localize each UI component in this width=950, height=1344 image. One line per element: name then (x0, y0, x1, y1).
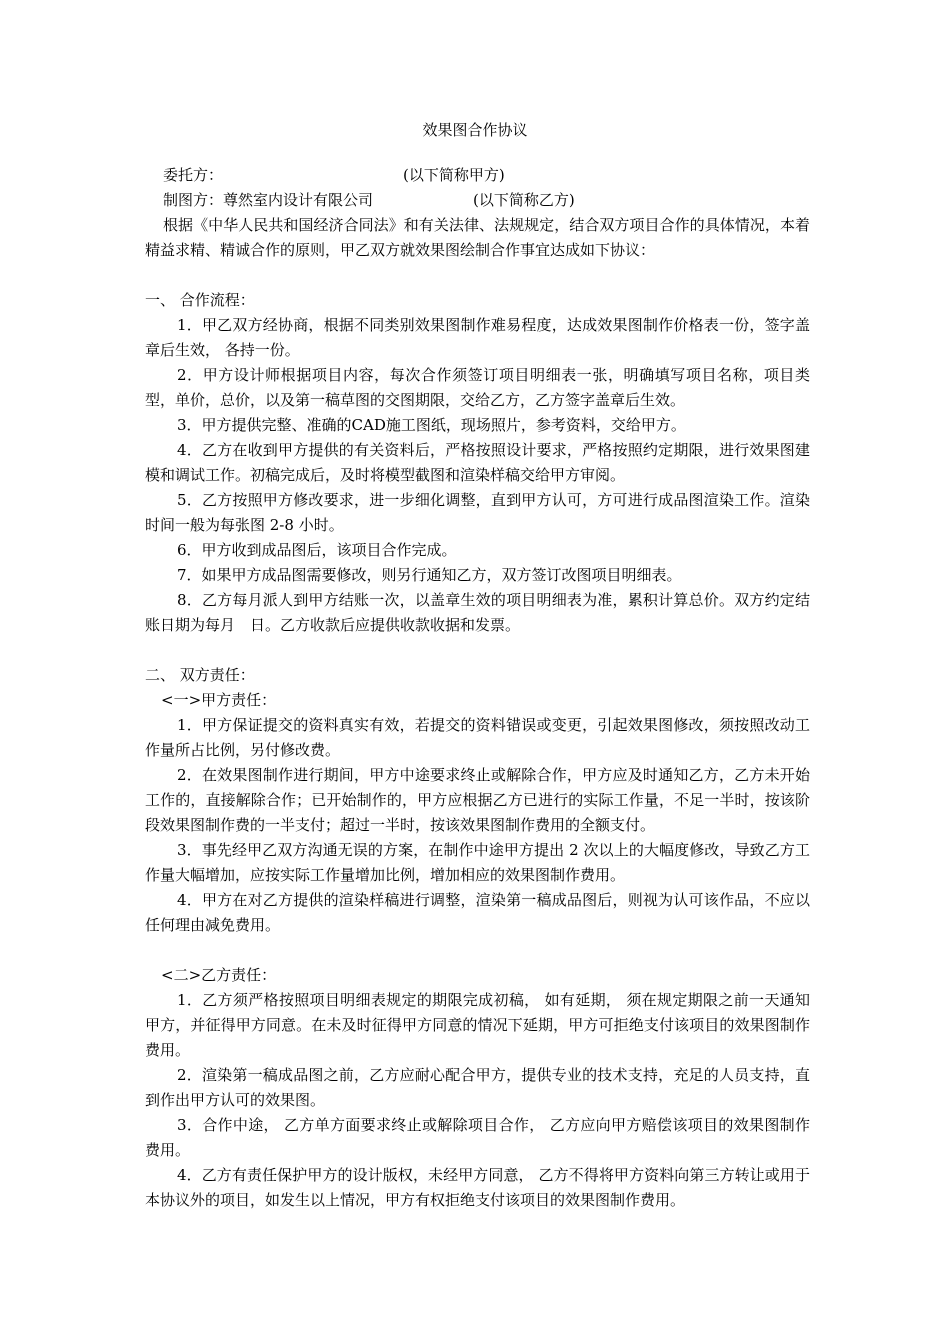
party-b-item: 4．乙方有责任保护甲方的设计版权，未经甲方同意， 乙方不得将甲方资料向第三方转让或用于本协议外的项目，如发生以上情况，甲方有权拒绝支付该项目的效果图制作费用。 (145, 1166, 810, 1209)
section-1-heading: 一、 合作流程： (145, 291, 255, 309)
section-1-item: 6．甲方收到成品图后，该项目合作完成。 (177, 541, 457, 559)
maker-label: 制图方：尊然室内设计有限公司 (163, 191, 374, 209)
section-1-item: 5．乙方按照甲方修改要求，进一步细化调整，直到甲方认可，方可进行成品图渲染工作。渲染时间一般为每张图 2-8 小时。 (145, 491, 810, 534)
client-label: 委托方： (163, 166, 224, 184)
party-b-item: 2．渲染第一稿成品图之前，乙方应耐心配合甲方，提供专业的技术支持，充足的人员支持，直到作出甲方认可的效果图。 (145, 1066, 810, 1109)
spacer (145, 938, 810, 963)
section-1-item: 3．甲方提供完整、准确的CAD施工图纸，现场照片，参考资料，交给甲方。 (177, 416, 686, 434)
section-1-item: 8．乙方每月派人到甲方结账一次，以盖章生效的项目明细表为准，累积计算总价。双方约定结账日期为每月 日。乙方收款后应提供收款收据和发票。 (145, 591, 810, 634)
party-a-item: 4．甲方在对乙方提供的渲染样稿进行调整，渲染第一稿成品图后，则视为认可该作品，不应以任何理由减免费用。 (145, 891, 810, 934)
maker-row (145, 188, 810, 213)
client-note: (以下简称甲方) (403, 166, 505, 184)
party-a-item: 3．事先经甲乙双方沟通无误的方案，在制作中途甲方提出 2 次以上的大幅度修改，导致乙方工作量大幅增加，应按实际工作量增加比例，增加相应的效果图制作费用。 (145, 841, 810, 884)
document-title: 效果图合作协议 (422, 121, 528, 139)
party-a-heading: <一>甲方责任： (161, 691, 277, 709)
intro-paragraph: 根据《中华人民共和国经济合同法》和有关法律、法规规定，结合双方项目合作的具体情况，本着精益求精、精诚合作的原则，甲乙双方就效果图绘制合作事宜达成如下协议： (145, 216, 810, 259)
spacer (145, 263, 810, 288)
party-b-item: 3．合作中途， 乙方单方面要求终止或解除项目合作， 乙方应向甲方赔偿该项目的效果图制作费用。 (145, 1116, 810, 1159)
party-b-heading: <二>乙方责任： (161, 966, 277, 984)
document-body (145, 163, 810, 1213)
party-b-item: 1．乙方须严格按照项目明细表规定的期限完成初稿， 如有延期， 须在规定期限之前一天通知甲方，并征得甲方同意。在未及时征得甲方同意的情况下延期，甲方可拒绝支付该项目的效果图制作费用。 (145, 991, 810, 1059)
maker-note: (以下简称乙方) (473, 191, 575, 209)
party-a-item: 1．甲方保证提交的资料真实有效，若提交的资料错误或变更，引起效果图修改，须按照改动工作量所占比例，另付修改费。 (145, 716, 810, 759)
section-1-item: 2．甲方设计师根据项目内容，每次合作须签订项目明细表一张，明确填写项目名称，项目类型，单价，总价，以及第一稿草图的交图期限，交给乙方，乙方签字盖章后生效。 (145, 366, 810, 409)
section-2-heading: 二、 双方责任： (145, 666, 255, 684)
section-1-item: 7．如果甲方成品图需要修改，则另行通知乙方，双方签订改图项目明细表。 (177, 566, 682, 584)
spacer (145, 638, 810, 663)
section-1-item: 1．甲乙双方经协商，根据不同类别效果图制作难易程度，达成效果图制作价格表一份，签字盖章后生效， 各持一份。 (145, 316, 810, 359)
section-1-item: 4．乙方在收到甲方提供的有关资料后，严格按照设计要求，严格按照约定期限，进行效果图建模和调试工作。初稿完成后，及时将模型截图和渲染样稿交给甲方审阅。 (145, 441, 810, 484)
party-a-item: 2．在效果图制作进行期间，甲方中途要求终止或解除合作，甲方应及时通知乙方，乙方未开始工作的，直接解除合作；已开始制作的，甲方应根据乙方已进行的实际工作量，不足一半时，按该阶段效果图制作费的一半支付；超过一半时，按该效果图制作费用的全额支付。 (145, 766, 810, 834)
client-row (145, 163, 810, 188)
